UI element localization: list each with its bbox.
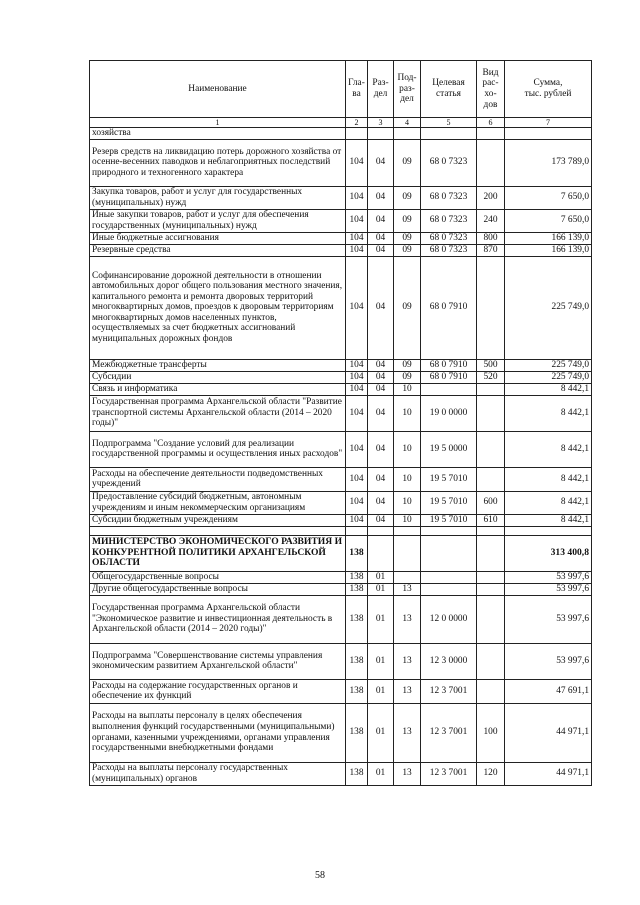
row-podrazdel: 13 bbox=[394, 595, 421, 643]
row-vid-rashodov: 800 bbox=[477, 232, 505, 244]
row-name: Иные бюджетные ассигнования bbox=[90, 232, 346, 244]
row-podrazdel bbox=[394, 535, 421, 571]
row-glava: 104 bbox=[346, 256, 368, 359]
row-vid-rashodov bbox=[477, 139, 505, 186]
row-name: Расходы на содержание государственных органов и обеспечение их функций bbox=[90, 679, 346, 703]
table-row bbox=[90, 535, 592, 571]
row-vid-rashodov bbox=[477, 679, 505, 703]
row-razdel: 04 bbox=[368, 186, 394, 209]
header-summa-label: Сумма, тыс. рублей bbox=[524, 78, 572, 99]
row-razdel: 04 bbox=[368, 256, 394, 359]
row-name: Другие общегосударственные вопросы bbox=[90, 583, 346, 595]
row-glava: 138 bbox=[346, 703, 368, 762]
row-name: Софинансирование дорожной деятельности в отношении автомобильных дорог общего пользования местного значения, капитального ремонта и ремонта дворовых территорий многоквартирных домов, проездов к дворовым территориям многоквартирных домов населенных пунктов, осуществляемых за счет бюджетных ассигнований муниципальных дорожных фондов bbox=[90, 256, 346, 359]
row-celevaya-statya: 68 0 7323 bbox=[421, 186, 477, 209]
header-summa bbox=[505, 61, 592, 118]
row-vid-rashodov bbox=[477, 571, 505, 583]
row-podrazdel: 09 bbox=[394, 232, 421, 244]
row-vid-rashodov bbox=[477, 643, 505, 679]
row-razdel bbox=[368, 535, 394, 571]
row-name: Расходы на обеспечение деятельности подведомственных учреждений bbox=[90, 467, 346, 491]
row-summa: 8 442,1 bbox=[505, 514, 592, 526]
header-celevaya-statya bbox=[421, 61, 477, 118]
row-celevaya-statya: 68 0 7910 bbox=[421, 371, 477, 383]
row-summa: 8 442,1 bbox=[505, 431, 592, 467]
row-razdel: 01 bbox=[368, 571, 394, 583]
table-row bbox=[90, 128, 592, 140]
row-glava: 104 bbox=[346, 431, 368, 467]
header-razdel bbox=[368, 61, 394, 118]
row-razdel: 04 bbox=[368, 514, 394, 526]
table-row bbox=[90, 371, 592, 383]
row-celevaya-statya bbox=[421, 128, 477, 140]
row-podrazdel: 10 bbox=[394, 467, 421, 491]
row-glava: 104 bbox=[346, 383, 368, 395]
row-glava: 104 bbox=[346, 186, 368, 209]
row-razdel: 04 bbox=[368, 467, 394, 491]
row-glava: 104 bbox=[346, 359, 368, 371]
row-glava: 104 bbox=[346, 514, 368, 526]
row-podrazdel: 09 bbox=[394, 256, 421, 359]
row-podrazdel: 10 bbox=[394, 514, 421, 526]
table-row bbox=[90, 571, 592, 583]
table-row bbox=[90, 256, 592, 359]
table-row bbox=[90, 643, 592, 679]
row-celevaya-statya: 19 5 0000 bbox=[421, 431, 477, 467]
row-razdel: 04 bbox=[368, 232, 394, 244]
row-glava: 138 bbox=[346, 571, 368, 583]
table-row bbox=[90, 395, 592, 431]
header-vid-rashodov bbox=[477, 61, 505, 118]
row-podrazdel: 09 bbox=[394, 139, 421, 186]
row-summa: 53 997,6 bbox=[505, 571, 592, 583]
row-razdel: 01 bbox=[368, 703, 394, 762]
row-summa: 53 997,6 bbox=[505, 643, 592, 679]
header-glava-label: Гла- ва bbox=[348, 78, 365, 99]
table-row bbox=[90, 244, 592, 256]
column-index: 4 bbox=[394, 118, 421, 128]
row-razdel: 01 bbox=[368, 643, 394, 679]
row-razdel: 04 bbox=[368, 371, 394, 383]
table-row bbox=[90, 186, 592, 209]
row-vid-rashodov bbox=[477, 128, 505, 140]
row-podrazdel: 09 bbox=[394, 209, 421, 232]
column-index: 6 bbox=[477, 118, 505, 128]
row-summa: 8 442,1 bbox=[505, 383, 592, 395]
row-razdel bbox=[368, 526, 394, 535]
row-vid-rashodov bbox=[477, 535, 505, 571]
row-summa: 225 749,0 bbox=[505, 256, 592, 359]
row-name: МИНИСТЕРСТВО ЭКОНОМИЧЕСКОГО РАЗВИТИЯ И КОНКУРЕНТНОЙ ПОЛИТИКИ АРХАНГЕЛЬСКОЙ ОБЛАСТИ bbox=[90, 535, 346, 571]
row-name: Общегосударственные вопросы bbox=[90, 571, 346, 583]
row-vid-rashodov bbox=[477, 256, 505, 359]
table-row bbox=[90, 359, 592, 371]
row-vid-rashodov bbox=[477, 526, 505, 535]
row-vid-rashodov: 500 bbox=[477, 359, 505, 371]
header-razdel-label: Раз- дел bbox=[372, 78, 389, 99]
row-summa: 53 997,6 bbox=[505, 595, 592, 643]
table-row bbox=[90, 514, 592, 526]
spacer-row bbox=[90, 526, 592, 535]
row-vid-rashodov bbox=[477, 583, 505, 595]
row-vid-rashodov: 200 bbox=[477, 186, 505, 209]
row-razdel: 01 bbox=[368, 595, 394, 643]
row-celevaya-statya: 68 0 7323 bbox=[421, 244, 477, 256]
row-celevaya-statya: 68 0 7323 bbox=[421, 232, 477, 244]
table-row bbox=[90, 762, 592, 785]
row-razdel: 04 bbox=[368, 359, 394, 371]
row-name: Расходы на выплаты персоналу государственных (муниципальных) органов bbox=[90, 762, 346, 785]
row-celevaya-statya: 19 5 7010 bbox=[421, 514, 477, 526]
row-glava bbox=[346, 128, 368, 140]
row-name: Субсидии бюджетным учреждениям bbox=[90, 514, 346, 526]
row-name: Подпрограмма "Создание условий для реализации государственной программы и осуществления иных расходов" bbox=[90, 431, 346, 467]
row-celevaya-statya: 12 3 7001 bbox=[421, 762, 477, 785]
table-row bbox=[90, 383, 592, 395]
row-vid-rashodov: 100 bbox=[477, 703, 505, 762]
column-index-row bbox=[90, 118, 592, 128]
row-vid-rashodov: 610 bbox=[477, 514, 505, 526]
row-summa: 44 971,1 bbox=[505, 762, 592, 785]
row-glava: 104 bbox=[346, 371, 368, 383]
row-celevaya-statya bbox=[421, 526, 477, 535]
header-podrazdel-label: Под- раз- дел bbox=[397, 73, 417, 105]
row-summa: 53 997,6 bbox=[505, 583, 592, 595]
row-celevaya-statya: 12 3 7001 bbox=[421, 703, 477, 762]
row-celevaya-statya: 68 0 7910 bbox=[421, 256, 477, 359]
row-podrazdel: 10 bbox=[394, 491, 421, 514]
row-glava: 138 bbox=[346, 535, 368, 571]
budget-table-sheet bbox=[89, 60, 591, 786]
table-row bbox=[90, 595, 592, 643]
row-celevaya-statya: 19 5 7010 bbox=[421, 491, 477, 514]
table-row bbox=[90, 467, 592, 491]
column-index: 5 bbox=[421, 118, 477, 128]
row-celevaya-statya bbox=[421, 535, 477, 571]
row-glava: 104 bbox=[346, 244, 368, 256]
row-celevaya-statya: 68 0 7323 bbox=[421, 139, 477, 186]
row-podrazdel: 10 bbox=[394, 431, 421, 467]
row-glava: 104 bbox=[346, 209, 368, 232]
row-celevaya-statya: 19 5 7010 bbox=[421, 467, 477, 491]
row-razdel: 01 bbox=[368, 679, 394, 703]
row-name: Государственная программа Архангельской области "Экономическое развитие и инвестиционная деятельность в Архангельской области (2014 – 2020 годы)" bbox=[90, 595, 346, 643]
row-name: Государственная программа Архангельской области "Развитие транспортной системы Архангельской области (2014 – 2020 годы)" bbox=[90, 395, 346, 431]
row-razdel bbox=[368, 128, 394, 140]
row-summa: 7 650,0 bbox=[505, 186, 592, 209]
row-podrazdel: 13 bbox=[394, 643, 421, 679]
row-podrazdel bbox=[394, 526, 421, 535]
row-summa: 313 400,8 bbox=[505, 535, 592, 571]
row-podrazdel: 09 bbox=[394, 371, 421, 383]
budget-table bbox=[89, 60, 592, 786]
row-summa: 166 139,0 bbox=[505, 232, 592, 244]
row-celevaya-statya: 12 3 0000 bbox=[421, 643, 477, 679]
row-razdel: 01 bbox=[368, 583, 394, 595]
table-row bbox=[90, 679, 592, 703]
page-number: 58 bbox=[315, 870, 325, 881]
row-podrazdel: 09 bbox=[394, 244, 421, 256]
row-vid-rashodov bbox=[477, 595, 505, 643]
row-glava: 138 bbox=[346, 762, 368, 785]
row-summa: 225 749,0 bbox=[505, 359, 592, 371]
row-razdel: 04 bbox=[368, 431, 394, 467]
row-summa: 8 442,1 bbox=[505, 491, 592, 514]
table-row bbox=[90, 209, 592, 232]
row-razdel: 04 bbox=[368, 209, 394, 232]
row-glava: 138 bbox=[346, 643, 368, 679]
header-name: Наименование bbox=[90, 61, 346, 118]
row-name: Закупка товаров, работ и услуг для государственных (муниципальных) нужд bbox=[90, 186, 346, 209]
row-glava: 104 bbox=[346, 491, 368, 514]
row-podrazdel: 09 bbox=[394, 359, 421, 371]
table-row bbox=[90, 431, 592, 467]
row-glava: 104 bbox=[346, 139, 368, 186]
row-name: Субсидии bbox=[90, 371, 346, 383]
column-index: 3 bbox=[368, 118, 394, 128]
row-name: Связь и информатика bbox=[90, 383, 346, 395]
row-glava: 104 bbox=[346, 467, 368, 491]
row-summa bbox=[505, 526, 592, 535]
row-podrazdel: 13 bbox=[394, 703, 421, 762]
row-summa: 47 691,1 bbox=[505, 679, 592, 703]
row-vid-rashodov bbox=[477, 383, 505, 395]
row-summa: 44 971,1 bbox=[505, 703, 592, 762]
column-index: 1 bbox=[90, 118, 346, 128]
row-vid-rashodov bbox=[477, 467, 505, 491]
row-summa: 8 442,1 bbox=[505, 395, 592, 431]
row-celevaya-statya: 68 0 7323 bbox=[421, 209, 477, 232]
row-name: Иные закупки товаров, работ и услуг для обеспечения государственных (муниципальных) нужд bbox=[90, 209, 346, 232]
row-podrazdel: 10 bbox=[394, 395, 421, 431]
row-summa: 7 650,0 bbox=[505, 209, 592, 232]
row-podrazdel bbox=[394, 571, 421, 583]
row-razdel: 04 bbox=[368, 383, 394, 395]
header-vid-label: Вид рас- хо- дов bbox=[482, 67, 499, 110]
row-name: Предоставление субсидий бюджетным, автономным учреждениям и иным некоммерческим организациям bbox=[90, 491, 346, 514]
row-razdel: 04 bbox=[368, 395, 394, 431]
row-name: Межбюджетные трансферты bbox=[90, 359, 346, 371]
row-summa bbox=[505, 128, 592, 140]
row-razdel: 04 bbox=[368, 139, 394, 186]
row-vid-rashodov bbox=[477, 395, 505, 431]
row-celevaya-statya bbox=[421, 583, 477, 595]
row-celevaya-statya: 12 0 0000 bbox=[421, 595, 477, 643]
row-glava: 104 bbox=[346, 395, 368, 431]
row-summa: 8 442,1 bbox=[505, 467, 592, 491]
row-name: Резерв средств на ликвидацию потерь дорожного хозяйства от осенне-весенних паводков и неблагоприятных последствий природного и техногенного характера bbox=[90, 139, 346, 186]
table-row bbox=[90, 139, 592, 186]
header-celevaya-label: Целевая статья bbox=[432, 78, 465, 99]
row-summa: 166 139,0 bbox=[505, 244, 592, 256]
column-index: 7 bbox=[505, 118, 592, 128]
row-name: Расходы на выплаты персоналу в целях обеспечения выполнения функций государственными (муниципальными) органами, казенными учреждениями, органами управления государственными внебюджетными фондами bbox=[90, 703, 346, 762]
row-glava: 138 bbox=[346, 583, 368, 595]
header-glava bbox=[346, 61, 368, 118]
row-razdel: 01 bbox=[368, 762, 394, 785]
row-vid-rashodov bbox=[477, 431, 505, 467]
row-celevaya-statya: 19 0 0000 bbox=[421, 395, 477, 431]
table-row bbox=[90, 491, 592, 514]
row-podrazdel: 13 bbox=[394, 762, 421, 785]
row-celevaya-statya bbox=[421, 571, 477, 583]
row-vid-rashodov: 520 bbox=[477, 371, 505, 383]
row-podrazdel: 09 bbox=[394, 186, 421, 209]
row-celevaya-statya bbox=[421, 383, 477, 395]
column-index: 2 bbox=[346, 118, 368, 128]
row-celevaya-statya: 12 3 7001 bbox=[421, 679, 477, 703]
row-podrazdel: 13 bbox=[394, 583, 421, 595]
table-header-row bbox=[90, 61, 592, 118]
row-summa: 225 749,0 bbox=[505, 371, 592, 383]
row-name: хозяйства bbox=[90, 128, 346, 140]
row-glava: 138 bbox=[346, 595, 368, 643]
row-celevaya-statya: 68 0 7910 bbox=[421, 359, 477, 371]
row-razdel: 04 bbox=[368, 244, 394, 256]
row-glava: 138 bbox=[346, 679, 368, 703]
row-podrazdel bbox=[394, 128, 421, 140]
row-name: Подпрограмма "Совершенствование системы управления экономическим развитием Архангельской области" bbox=[90, 643, 346, 679]
table-row bbox=[90, 703, 592, 762]
row-razdel: 04 bbox=[368, 491, 394, 514]
row-vid-rashodov: 240 bbox=[477, 209, 505, 232]
row-glava: 104 bbox=[346, 232, 368, 244]
table-row bbox=[90, 583, 592, 595]
table-row bbox=[90, 232, 592, 244]
row-glava bbox=[346, 526, 368, 535]
header-podrazdel bbox=[394, 61, 421, 118]
row-podrazdel: 10 bbox=[394, 383, 421, 395]
table-body bbox=[90, 128, 592, 786]
row-name: Резервные средства bbox=[90, 244, 346, 256]
row-vid-rashodov: 120 bbox=[477, 762, 505, 785]
row-summa: 173 789,0 bbox=[505, 139, 592, 186]
row-name bbox=[90, 526, 346, 535]
row-vid-rashodov: 600 bbox=[477, 491, 505, 514]
row-podrazdel: 13 bbox=[394, 679, 421, 703]
row-vid-rashodov: 870 bbox=[477, 244, 505, 256]
